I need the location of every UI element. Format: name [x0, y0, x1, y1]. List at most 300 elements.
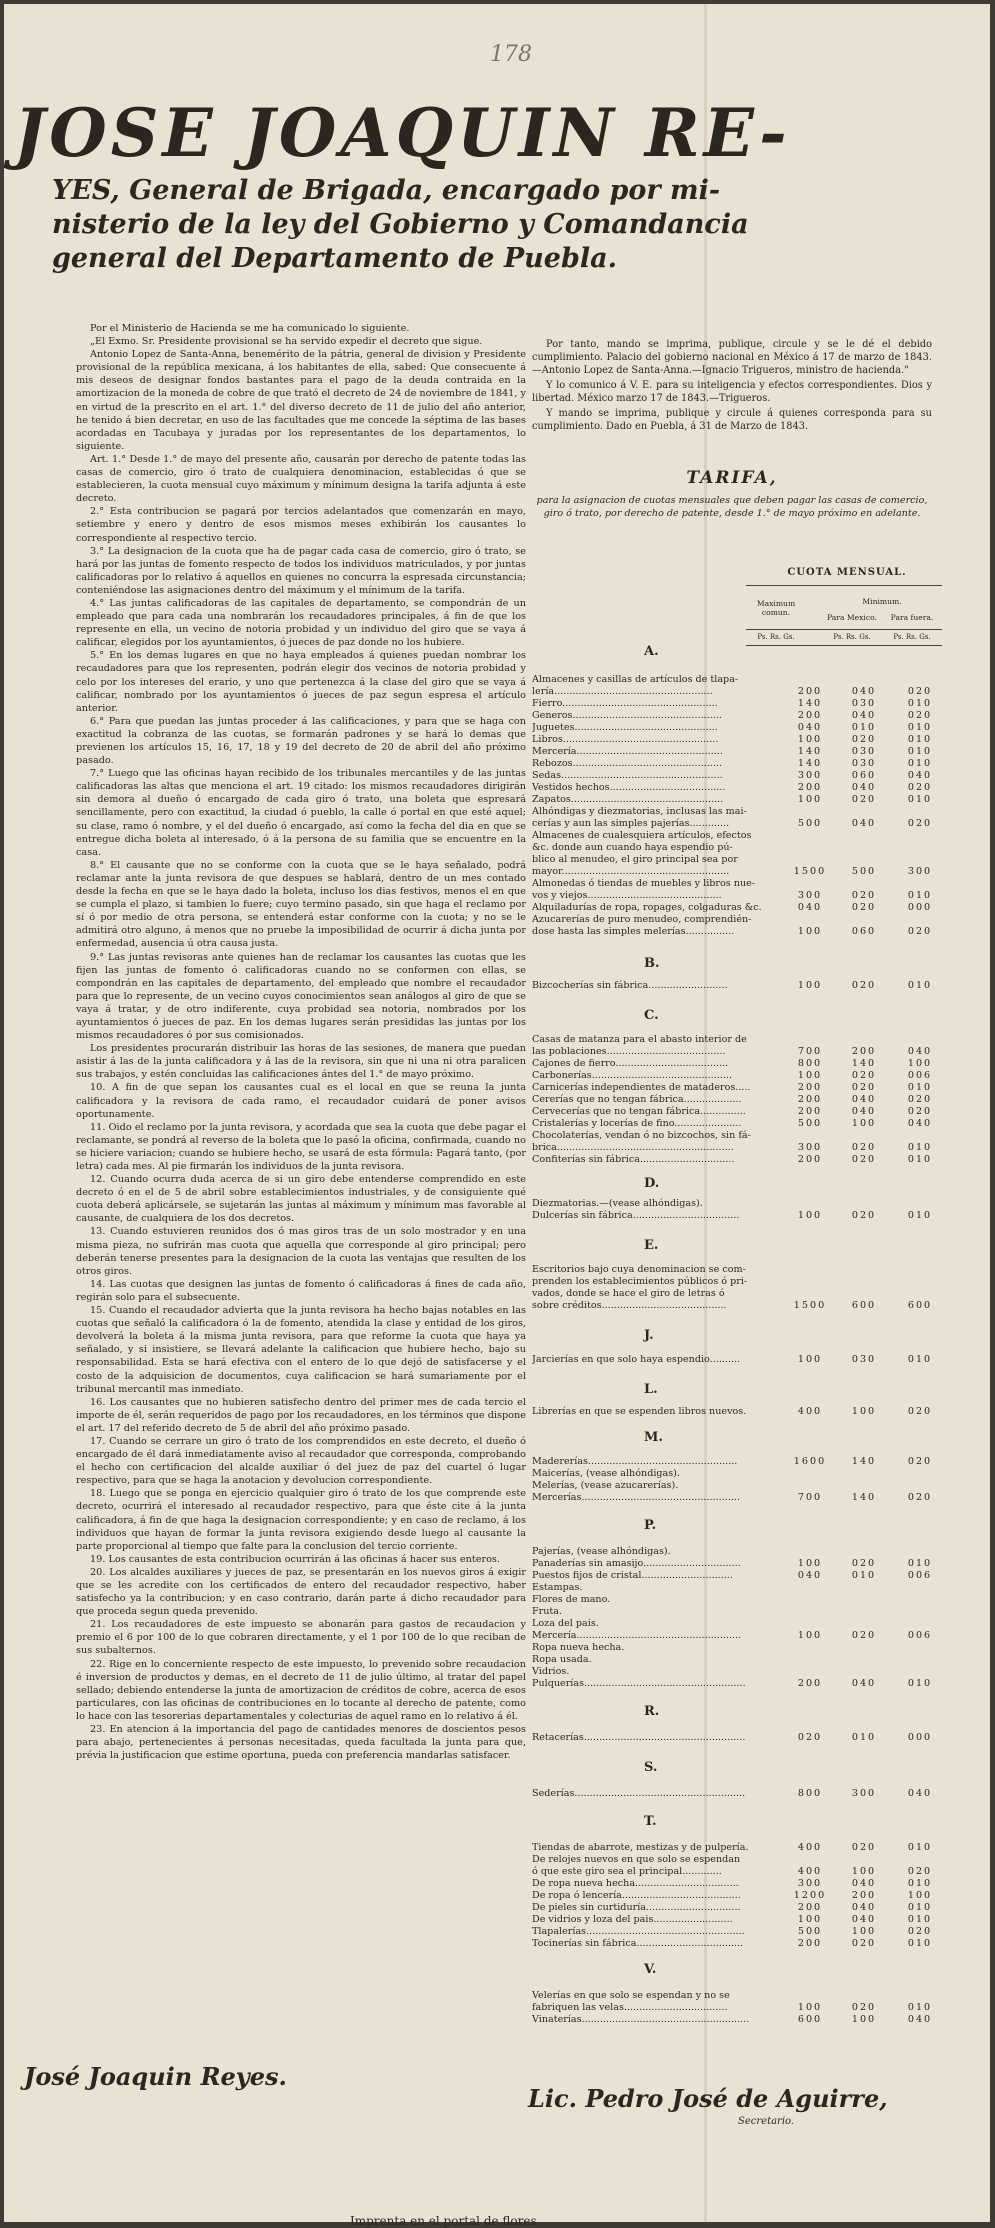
tarifa-row	[532, 698, 952, 710]
tarifa-row-label: Fruta.	[532, 1606, 563, 1617]
tarifa-row	[532, 722, 952, 734]
tarifa-section-letter: P.	[644, 1518, 657, 1533]
tarifa-row-label: Carbonerías..............................................	[532, 1070, 732, 1081]
decree-closing-text	[532, 338, 932, 435]
minimum-fuera-value: 010	[907, 2002, 933, 2013]
minimum-mexico-value: 020	[851, 1630, 877, 1641]
heading-line-4: general del Departamento de Puebla.	[52, 243, 617, 274]
tarifa-row	[532, 1130, 952, 1142]
maximum-value: 100	[797, 1354, 823, 1365]
maximum-value: 500	[797, 1118, 823, 1129]
maximum-value: 1500	[793, 1300, 827, 1311]
tarifa-row	[532, 1594, 952, 1606]
tarifa-row-label: Cervecerías que no tengan fábrica...............	[532, 1106, 746, 1117]
tarifa-section-letter: M.	[644, 1430, 663, 1445]
tarifa-row	[532, 1842, 952, 1854]
cuota-mensual-heading: CUOTA MENSUAL.	[787, 567, 907, 578]
tarifa-row	[532, 1938, 952, 1950]
minimum-fuera-value: 100	[907, 1890, 933, 1901]
minimum-fuera-value: 020	[907, 686, 933, 697]
maximum-value: 200	[797, 1082, 823, 1093]
tarifa-section-letter: B.	[644, 956, 660, 971]
minimum-mexico-value: 200	[851, 1890, 877, 1901]
minimum-mexico-value: 010	[851, 1732, 877, 1743]
tarifa-row-label: Vinaterías.......................................................	[532, 2014, 750, 2025]
tarifa-row-label: ó que este giro sea el principal.............	[532, 1866, 722, 1877]
tarifa-row-label: brica..........................................................	[532, 1142, 734, 1153]
minimum-fuera-value: 010	[907, 1082, 933, 1093]
tarifa-row-label: dose hasta las simples melerías................	[532, 926, 735, 937]
minimum-fuera-value: 020	[907, 1406, 933, 1417]
minimum-mexico-value: 020	[851, 1082, 877, 1093]
decree-paragraph: 8.° El causante que no se conforme con la cuota que se le haya señalado, podrá reclamar ante la junta revisora de que despues se hablará, dentro de un mes contado desde la fecha en que se le haya dado la boleta, incluso los dias festivos, menos el en que se cumpla el plazo, si tambien lo fuere; cuyo termino pasado, sin que haga el reclamo por sí ó por medio de otra persona, se entenderá estar conforme con la cuota; y no se le admitirá otro alguno, á menos que no pruebe la imposibilidad de ocurrir á dicha junta por enfermedad, ausencia ú otra causa justa.	[76, 859, 526, 950]
minimum-fuera-value: 020	[907, 1456, 933, 1467]
tarifa-row	[532, 710, 952, 722]
maximum-value: 1500	[793, 866, 827, 877]
signature-secretary: Lic. Pedro José de Aguirre,	[528, 2084, 888, 2113]
tarifa-row-label: Retacerías.....................................................	[532, 1732, 746, 1743]
tarifa-row-label: De ropa ó lencería.......................................	[532, 1890, 741, 1901]
maximum-value: 100	[797, 1558, 823, 1569]
tarifa-section-letter: D.	[644, 1176, 660, 1191]
tarifa-section-letter: C.	[644, 1008, 659, 1023]
tarifa-row-label: Loza del pais.	[532, 1618, 599, 1629]
tarifa-row-label: Bizcocherías sin fábrica..........................	[532, 980, 728, 991]
tarifa-row	[532, 1276, 952, 1288]
minimum-fuera-value: 010	[907, 1938, 933, 1949]
decree-paragraph: 15. Cuando el recaudador advierta que la junta revisora ha hecho bajas notables en las cuotas que señaló la calificadora ó la de fomento, atendida la clase y entidad de los giros, devolverá la boleta á la misma junta revisora, para que reforme la cuota que haya ya señalado, y si insistiere, se llevará adelante la calificacion que hubiere hecho, bajo su responsabilidad. Esta se hará efectiva con el entero de lo que dejó de satisfacerse y el costo de la adquisicion de documentos, cuya calificacion se hará sumariamente por el tribunal mercantil mas inmediato.	[76, 1305, 526, 1395]
tarifa-row-label: Melerías, (vease azucarerías).	[532, 1480, 679, 1491]
tarifa-row	[532, 1406, 952, 1418]
tarifa-row	[532, 1264, 952, 1276]
maximum-value: 800	[797, 1788, 823, 1799]
maximum-value: 500	[797, 1926, 823, 1937]
minimum-fuera-value: 020	[907, 926, 933, 937]
maximum-value: 140	[797, 746, 823, 757]
minimum-fuera-value: 006	[907, 1070, 933, 1081]
tarifa-row-label: Fierro...................................................	[532, 698, 718, 709]
minimum-fuera-value: 010	[907, 1354, 933, 1365]
maximum-value: 100	[797, 734, 823, 745]
maximum-value: 100	[797, 980, 823, 991]
minimum-mexico-value: 020	[851, 1154, 877, 1165]
tarifa-row-label: mayor.......................................................	[532, 866, 730, 877]
decree-paragraph: 23. En atencion á la importancia del pago de cantidades menores de doscientos pesos para abajo, pertenecientes á personas necesitadas, queda facultada la junta para que, prévia la justificacion que estime oportuna, pueda con preferencia mandarlas satisfacer.	[76, 1724, 526, 1762]
tarifa-row-label: Vestidos hechos......................................	[532, 782, 726, 793]
minimum-mexico-value: 020	[851, 734, 877, 745]
minimum-mexico-value: 020	[851, 980, 877, 991]
minimum-fuera-value: 010	[907, 1902, 933, 1913]
document-page	[4, 4, 990, 2228]
minimum-mexico-value: 100	[851, 1926, 877, 1937]
tarifa-section-letter: S.	[644, 1760, 658, 1775]
tarifa-row-label: Rebozos.................................................	[532, 758, 723, 769]
minimum-mexico-value: 040	[851, 686, 877, 697]
minimum-mexico-value: 020	[851, 890, 877, 901]
heading-rest	[52, 174, 942, 276]
tarifa-row	[532, 1914, 952, 1926]
minimum-mexico-value: 030	[851, 698, 877, 709]
maximum-value: 700	[797, 1046, 823, 1057]
decree-paragraph: Por el Ministerio de Hacienda se me ha comunicado lo siguiente.	[90, 323, 410, 334]
tarifa-row-label: De vidrios y loza del pais..........................	[532, 1914, 733, 1925]
tarifa-row-label: sobre créditos.........................................	[532, 1300, 727, 1311]
tarifa-row	[532, 1788, 952, 1800]
minimum-fuera-value: 010	[907, 1558, 933, 1569]
tarifa-row	[532, 1106, 952, 1118]
tarifa-row	[532, 1198, 952, 1210]
maximum-value: 1600	[793, 1456, 827, 1467]
minimum-mexico-value: 040	[851, 782, 877, 793]
pencil-note: 178	[490, 42, 532, 67]
tarifa-row-label: Tiendas de abarrote, mestizas y de pulpería.	[532, 1842, 749, 1853]
decree-paragraph: 14. Las cuotas que designen las juntas de fomento ó calificadoras á fines de cada año, regirán solo para el subsecuente.	[76, 1278, 526, 1303]
decree-paragraph: 4.° Las juntas calificadoras de las capitales de departamento, se compondrán de un empleado que para cada una nombrarán los recaudadores principales, á fin de que los represente en ella, un vecino de notoria probidad y un individuo del giro que se vaya á calificar, elegidos por los ayuntamientos, ó jueces de paz donde no los hubiere.	[76, 597, 526, 649]
minimum-fuera-value: 010	[907, 722, 933, 733]
tarifa-row	[532, 1666, 952, 1678]
tarifa-title: TARIFA,	[686, 468, 778, 488]
minimum-fuera-value: 010	[907, 1142, 933, 1153]
maximum-value: 100	[797, 1210, 823, 1221]
maximum-value: 200	[797, 710, 823, 721]
para-mexico-heading: Para Mexico.	[827, 613, 877, 622]
decree-paragraph: 19. Los causantes de esta contribucion ocurrirán á las oficinas á hacer sus enteros.	[90, 1553, 500, 1565]
tarifa-row-label: Escritorios bajo cuya denominacion se com-	[532, 1264, 746, 1275]
tarifa-section-letter: L.	[644, 1382, 658, 1397]
tarifa-row-label: Almonedas ó tiendas de muebles y libros nue-	[532, 878, 756, 889]
minimum-fuera-value: 000	[907, 1732, 933, 1743]
tarifa-row	[532, 746, 952, 758]
secretary-title: Secretario.	[738, 2116, 795, 2127]
closing-paragraph: Y lo comunico á V. E. para su inteligencia y efectos correspondientes. Dios y libertad. México marzo 17 de 1843.—Trigueros.	[532, 380, 932, 404]
minimum-heading: Minimum.	[862, 597, 902, 606]
tarifa-row	[532, 1570, 952, 1582]
tarifa-row-label: Tocinerías sin fábrica...................................	[532, 1938, 744, 1949]
minimum-mexico-value: 040	[851, 1094, 877, 1105]
tarifa-row	[532, 1034, 952, 1046]
tarifa-row	[532, 1118, 952, 1130]
tarifa-row-label: Juguetes...............................................	[532, 722, 718, 733]
tarifa-row	[532, 2014, 952, 2026]
maximum-value: 1200	[793, 1890, 827, 1901]
maximum-value: 400	[797, 1866, 823, 1877]
tarifa-row-label: Diezmatorias.—(vease alhóndigas).	[532, 1198, 703, 1209]
tarifa-row	[532, 782, 952, 794]
minimum-mexico-value: 100	[851, 1118, 877, 1129]
minimum-fuera-value: 010	[907, 794, 933, 805]
minimum-fuera-value: 010	[907, 1842, 933, 1853]
maximum-value: 100	[797, 2002, 823, 2013]
minimum-mexico-value: 100	[851, 1406, 877, 1417]
minimum-mexico-value: 140	[851, 1492, 877, 1503]
maximum-value: 100	[797, 926, 823, 937]
tarifa-row-label: De ropa nueva hecha..................................	[532, 1878, 739, 1889]
minimum-fuera-value: 020	[907, 1492, 933, 1503]
decree-paragraph: 9.° Las juntas revisoras ante quienes han de reclamar los causantes las cuotas que les fijen las juntas de fomento ó calificadoras cuando no se conformen con ellas, se compondrán en las capitales de departamento, del empleado que nombre el recaudador para que lo represente, de un vecino cuyos conocimientos sean análogos al giro de que se vaya á tratar, y de otro indiferente, cuya probidad sea notoria, nombrados por los ayuntamientos ó jueces de paz. En los demas lugares serán presididas las juntas por los mismos recaudadores ó por sus comisionados.	[76, 951, 526, 1042]
tarifa-row-label: Tlapalerías....................................................	[532, 1926, 745, 1937]
maximum-value: 500	[797, 818, 823, 829]
tarifa-row	[532, 1878, 952, 1890]
tarifa-row	[532, 1082, 952, 1094]
minimum-fuera-value: 000	[907, 902, 933, 913]
minimum-fuera-value: 020	[907, 782, 933, 793]
minimum-fuera-value: 600	[907, 1300, 933, 1311]
tarifa-row-label: Zapatos..................................................	[532, 794, 724, 805]
decree-paragraph: Art. 1.° Desde 1.° de mayo del presente año, causarán por derecho de patente todas las casas de comercio, giro ó trato de cualquiera denominacion, establecidas ó que se establecieren, la cuota mensual cuyo máximum y mínimum designa la tarifa adjunta á este decreto.	[76, 453, 526, 505]
decree-paragraph: 11. Oido el reclamo por la junta revisora, y acordada que sea la cuota que debe pagar el reclamante, se pondrá al reverso de la boleta que lo pasó la oficina, confirmada, cuando no se hiciere variacion; cuando se hubiere hecho, se usará de esta fórmula: Pagará tanto, (por letra) cada mes. Al pie firmarán los individuos de la junta revisora.	[76, 1121, 526, 1172]
decree-paragraph: 12. Cuando ocurra duda acerca de si un giro debe entenderse comprendido en este decreto ó en el de 5 de abril sobre establecimientos industriales, y de consiguiente qué cuota deberá aplicársele, se sujetarán las juntas al máximum y mínimum mas favorable al causante, de cualquiera de los dos decretos.	[76, 1174, 526, 1225]
decree-paragraph: 18. Luego que se ponga en ejercicio qualquier giro ó trato de los que comprende este decreto, ocurrirá el interesado al recaudador respectivo, para que éste cite á la junta calificadora, á fin de que haga la designacion correspondiente; y en caso de reclamo, á los individuos que hayan de formar la junta revisora exigiendo desde luego al causante la parte proporcional al tiempo que falte para la conclusion del tercio corriente.	[76, 1488, 526, 1552]
tarifa-row-label: Carnicerías independientes de mataderos.....	[532, 1082, 751, 1093]
heading-line-2: YES, General de Brigada, encargado por mi-	[52, 175, 721, 206]
tarifa-row	[532, 1492, 952, 1504]
minimum-fuera-value: 010	[907, 1878, 933, 1889]
decree-paragraph: 7.° Luego que las oficinas hayan recibido de los tribunales mercantiles y de las juntas calificadoras las altas que menciona el art. 19 citado: los mismos recaudadores dirigirán sin demora al dueño ó encargado de cada giro ó trato, una boleta que espresará sencillamente, pero con exactitud, la ciudad ó pueblo, la calle ó portal en que esté aquel; su clase, ramo ó nombre, y el del dueño ó encargado, así como la fecha del dia en que se entregue dicha boleta al interesado, ó á la persona de su familia que se encuentre en la casa.	[76, 768, 526, 858]
tarifa-row	[532, 686, 952, 698]
maximum-value: 200	[797, 782, 823, 793]
tarifa-row-label: Generos.................................................	[532, 710, 722, 721]
minimum-mexico-value: 020	[851, 1142, 877, 1153]
maximum-value: 040	[797, 902, 823, 913]
tarifa-row	[532, 1546, 952, 1558]
tarifa-row-label: lería....................................................	[532, 686, 713, 697]
tarifa-row-label: vados, donde se hace el giro de letras ó	[532, 1288, 725, 1299]
minimum-fuera-value: 040	[907, 1788, 933, 1799]
unit-label: Ps. Rs. Gs.	[893, 633, 931, 641]
minimum-mexico-value: 020	[851, 794, 877, 805]
minimum-mexico-value: 020	[851, 2002, 877, 2013]
unit-label: Ps. Rs. Gs.	[757, 633, 795, 641]
decree-paragraph: 22. Rige en lo concerniente respecto de este impuesto, lo prevenido sobre recaudacion é inversion de productos y demas, en el decreto de 11 de julio último, al tratar del papel sellado; debiendo entenderse la junta de amortizacion de créditos de cobre, acerca de esos particulares, con las oficinas de contribuciones en lo tocante al derecho de patente, como lo hace con las tesorerias departamentales y colecturias de aquel ramo en lo relativo á él.	[76, 1658, 526, 1722]
decree-paragraph: 6.° Para que puedan las juntas proceder á las calificaciones, y para que se haga con exactitud la cobranza de las cuotas, se formarán padrones y se hará lo demas que previenen los artículos 15, 16, 17, 18 y 19 del decreto de 20 de abril del año próximo pasado.	[76, 715, 526, 767]
heading-line-1: JOSE JOAQUIN RE-	[14, 94, 791, 172]
tarifa-row	[532, 1046, 952, 1058]
tarifa-section-letter: E.	[644, 1238, 659, 1253]
tarifa-row-label: Dulcerías sin fábrica...................................	[532, 1210, 740, 1221]
tarifa-row-label: las poblaciones.......................................	[532, 1046, 726, 1057]
tarifa-row	[532, 902, 952, 914]
tarifa-row	[532, 1142, 952, 1154]
minimum-mexico-value: 200	[851, 1046, 877, 1057]
minimum-fuera-value: 040	[907, 1046, 933, 1057]
tarifa-row	[532, 2002, 952, 2014]
maximum-value: 020	[797, 1732, 823, 1743]
minimum-mexico-value: 020	[851, 1558, 877, 1569]
para-fuera-heading: Para fuera.	[890, 613, 934, 622]
tarifa-row-label: Librerías en que se espenden libros nuevos.	[532, 1406, 747, 1417]
tarifa-row-label: Alquiladurías de ropa, ropages, colgaduras &c.	[532, 902, 762, 913]
minimum-fuera-value: 010	[907, 1154, 933, 1165]
minimum-mexico-value: 020	[851, 1842, 877, 1853]
decree-paragraph: 17. Cuando se cerrare un giro ó trato de los comprendidos en este decreto, el dueño ó encargado de él dará inmediatamente aviso al recaudador que corresponda, comprobando el hecho con certificacion del alcalde auxiliar ó del juez de paz del cuartel ó lugar respectivo, para que se haga la anotacion y devolucion correspondiente.	[76, 1435, 526, 1487]
tarifa-row	[532, 758, 952, 770]
tarifa-row	[532, 830, 952, 842]
maximum-value: 200	[797, 1106, 823, 1117]
maximum-value: 100	[797, 794, 823, 805]
tarifa-row-label: Panaderías sin amasijo................................	[532, 1558, 741, 1569]
decree-paragraph: 16. Los causantes que no hubieren satisfecho dentro del primer mes de cada tercio el importe de él, serán requeridos de pago por los recaudadores, en los términos que dispone el art. 17 del referido decreto de 5 de abril del año próximo pasado.	[76, 1396, 526, 1434]
tarifa-row-label: Velerías en que solo se espendan y no se	[532, 1990, 730, 2001]
tarifa-row	[532, 806, 952, 818]
decree-paragraph: „El Exmo. Sr. Presidente provisional se ha servido expedir el decreto que sigue.	[90, 336, 483, 348]
tarifa-row-label: Cererías que no tengan fábrica...................	[532, 1094, 742, 1105]
tarifa-row	[532, 818, 952, 830]
tarifa-row-label: Chocolaterías, vendan ó no bizcochos, sin fá-	[532, 1130, 751, 1141]
tarifa-row	[532, 914, 952, 926]
decree-paragraph: 20. Los alcaldes auxiliares y jueces de paz, se presentarán en los nuevos giros á exigir que se les acredite con los certificados de entero del recaudador respectivo, haber satisfecho ya la contribucion; y en caso contrario, darán parte á dicho recaudador para que proceda segun queda prevenido.	[76, 1566, 526, 1618]
minimum-mexico-value: 600	[851, 1300, 877, 1311]
decree-paragraph: 2.° Esta contribucion se pagará por tercios adelantados que comenzarán en mayo, setiembre y enero y dentro de esos mismos meses exhibirán los causantes lo correspondiente al respectivo tercio.	[76, 506, 526, 544]
tarifa-row	[532, 926, 952, 938]
decree-paragraph: 5.° En los demas lugares en que no haya empleados á quienes puedan nombrar los recaudadores para que los representen, podrán elegir dos vecinos de notoria probidad y celo por los intereses del erario, y uno que pertenezca á la clase del giro que se vaya á calificar, nombrado por los ayuntamientos ó jueces de paz segun espresa el artículo anterior.	[76, 650, 526, 714]
minimum-mexico-value: 040	[851, 1902, 877, 1913]
closing-paragraph: Y mando se imprima, publique y circule á quienes corresponda para su cumplimiento. Dado en Puebla, á 31 de Marzo de 1843.	[532, 408, 932, 432]
tarifa-row-label: Maicerías, (vease alhóndigas).	[532, 1468, 680, 1479]
maximum-value: 400	[797, 1842, 823, 1853]
minimum-fuera-value: 100	[907, 1058, 933, 1069]
tarifa-row	[532, 1070, 952, 1082]
maximum-value: 200	[797, 686, 823, 697]
tarifa-row	[532, 1288, 952, 1300]
tarifa-row-label: Jarcierías en que solo haya espendio..........	[532, 1354, 741, 1365]
tarifa-row	[532, 1480, 952, 1492]
tarifa-row-label: Sederías........................................................	[532, 1788, 746, 1799]
minimum-mexico-value: 030	[851, 746, 877, 757]
minimum-mexico-value: 060	[851, 770, 877, 781]
header-rule	[746, 645, 942, 646]
tarifa-row-label: Flores de mano.	[532, 1594, 611, 1605]
tarifa-row	[532, 1558, 952, 1570]
tarifa-section-letter: A.	[644, 644, 659, 659]
tarifa-row	[532, 1456, 952, 1468]
tarifa-row	[532, 1630, 952, 1642]
tarifa-row-label: De pieles sin curtiduría...............................	[532, 1902, 741, 1913]
heading-line-3: nisterio de la ley del Gobierno y Comandancia	[52, 209, 749, 240]
minimum-fuera-value: 020	[907, 818, 933, 829]
decree-paragraph: 21. Los recaudadores de este impuesto se abonarán para gastos de recaudacion y premio el 6 por 100 de lo que cobraren directamente, y el 1 por 100 de lo que reciban de sus subalternos.	[76, 1619, 526, 1657]
tarifa-row	[532, 890, 952, 902]
minimum-mexico-value: 140	[851, 1058, 877, 1069]
tarifa-row-label: Almacenes y casillas de artículos de tlapa-	[532, 674, 739, 685]
tarifa-row	[532, 1300, 952, 1312]
minimum-fuera-value: 006	[907, 1570, 933, 1581]
decree-paragraph: Antonio Lopez de Santa-Anna, benemérito de la pátria, general de division y Presidente provisional de la república mexicana, á los habitantes de ella, sabed: Que consecuente á mis deseos de designar fondos bastantes para el pago de la deuda contraida en la amortizacion de la moneda de cobre de que trató el decreto de 24 de noviembre de 1841, y en virtud de la prescrito en el art. 1.° del diverso decreto de 11 de julio del año anterior, he tenido á bien decretar, en uso de las facultades que me concede la séptima de las bases acordadas en Tacubaya y juradas por los representantes de los departamentos, lo siguiente.	[76, 349, 526, 452]
minimum-fuera-value: 020	[907, 1926, 933, 1937]
tarifa-row	[532, 1154, 952, 1166]
minimum-fuera-value: 040	[907, 1118, 933, 1129]
tarifa-row-label: Cristalerías y locerías de fino......................	[532, 1118, 742, 1129]
tarifa-row	[532, 1210, 952, 1222]
tarifa-row-label: Libros...................................................	[532, 734, 719, 745]
minimum-mexico-value: 100	[851, 2014, 877, 2025]
tarifa-row-label: Confiterías sin fábrica...............................	[532, 1154, 735, 1165]
minimum-fuera-value: 010	[907, 1914, 933, 1925]
minimum-mexico-value: 040	[851, 1106, 877, 1117]
tarifa-row	[532, 866, 952, 878]
minimum-mexico-value: 010	[851, 722, 877, 733]
tarifa-row-label: cerías y aun las simples pajerías.............	[532, 818, 730, 829]
printer-imprint: Imprenta en el portal de flores.	[350, 2214, 541, 2228]
tarifa-section-letter: V.	[644, 1962, 657, 1977]
minimum-mexico-value: 040	[851, 1914, 877, 1925]
tarifa-row	[532, 1732, 952, 1744]
minimum-fuera-value: 040	[907, 2014, 933, 2025]
minimum-fuera-value: 010	[907, 1678, 933, 1689]
tarifa-row	[532, 1854, 952, 1866]
minimum-fuera-value: 010	[907, 890, 933, 901]
tarifa-row-label: Mercerías....................................................	[532, 1492, 741, 1503]
tarifa-row-label: Pulquerías.....................................................	[532, 1678, 746, 1689]
maximum-value: 300	[797, 770, 823, 781]
minimum-fuera-value: 020	[907, 1866, 933, 1877]
minimum-fuera-value: 010	[907, 746, 933, 757]
tarifa-row	[532, 674, 952, 686]
maximum-value: 140	[797, 698, 823, 709]
tarifa-row	[532, 1606, 952, 1618]
minimum-mexico-value: 100	[851, 1866, 877, 1877]
minimum-fuera-value: 020	[907, 1106, 933, 1117]
tarifa-row-label: Ropa usada.	[532, 1654, 592, 1665]
tarifa-row-label: Mercería......................................................	[532, 1630, 742, 1641]
tarifa-row-label: Pajerías, (vease alhóndigas).	[532, 1546, 671, 1557]
maximum-value: 100	[797, 1630, 823, 1641]
tarifa-row-label: vos y viejos............................................	[532, 890, 722, 901]
maximum-value: 200	[797, 1938, 823, 1949]
tarifa-row	[532, 1654, 952, 1666]
minimum-mexico-value: 020	[851, 1938, 877, 1949]
minimum-mexico-value: 030	[851, 758, 877, 769]
tarifa-row	[532, 1582, 952, 1594]
tarifa-row-label: &c. donde aun cuando haya espendio pú-	[532, 842, 733, 853]
tarifa-table-header	[532, 567, 942, 647]
decree-text-column	[76, 322, 526, 1762]
tarifa-row	[532, 1642, 952, 1654]
tarifa-section-letter: T.	[644, 1814, 657, 1829]
minimum-mexico-value: 020	[851, 1070, 877, 1081]
tarifa-row	[532, 794, 952, 806]
tarifa-row	[532, 878, 952, 890]
maximum-value: 300	[797, 890, 823, 901]
maximum-value: 200	[797, 1154, 823, 1165]
maximum-heading: Maximum comun.	[756, 599, 796, 617]
tarifa-row-label: Vidrios.	[532, 1666, 570, 1677]
tarifa-row	[532, 1866, 952, 1878]
tarifa-row-label: Mercería................................................	[532, 746, 723, 757]
maximum-value: 140	[797, 758, 823, 769]
header-rule	[746, 629, 942, 630]
tarifa-section-letter: R.	[644, 1704, 660, 1719]
decree-paragraph: 3.° La designacion de la cuota que ha de pagar cada casa de comercio, giro ó trato, se hará por las juntas de fomento respecto de todos los individuos matriculados, y por juntas calificadoras por lo relativo á aquellos en quienes no concurra la espresada circunstancia; conteniéndose las asignaciones dentro del máximum y el mínimum de la tarifa.	[76, 545, 526, 596]
tarifa-row	[532, 1890, 952, 1902]
minimum-mexico-value: 140	[851, 1456, 877, 1467]
minimum-fuera-value: 010	[907, 1210, 933, 1221]
tarifa-description: para la asignacion de cuotas mensuales que deben pagar las casas de comercio, giro ó trato, por derecho de patente, desde 1.° de mayo próximo en adelante.	[536, 495, 928, 519]
tarifa-row	[532, 1926, 952, 1938]
tarifa-row	[532, 1678, 952, 1690]
maximum-value: 040	[797, 722, 823, 733]
tarifa-row-label: prenden los establecimientos públicos ó pri-	[532, 1276, 748, 1287]
minimum-mexico-value: 040	[851, 1878, 877, 1889]
tarifa-row	[532, 1094, 952, 1106]
tarifa-row-label: De relojes nuevos en que solo se espendan	[532, 1854, 741, 1865]
minimum-fuera-value: 010	[907, 758, 933, 769]
tarifa-row-label: blico al menudeo, el giro principal sea por	[532, 854, 738, 865]
maximum-value: 800	[797, 1058, 823, 1069]
minimum-fuera-value: 020	[907, 710, 933, 721]
tarifa-section-letter: J.	[644, 1328, 654, 1343]
tarifa-row	[532, 1468, 952, 1480]
minimum-mexico-value: 030	[851, 1354, 877, 1365]
